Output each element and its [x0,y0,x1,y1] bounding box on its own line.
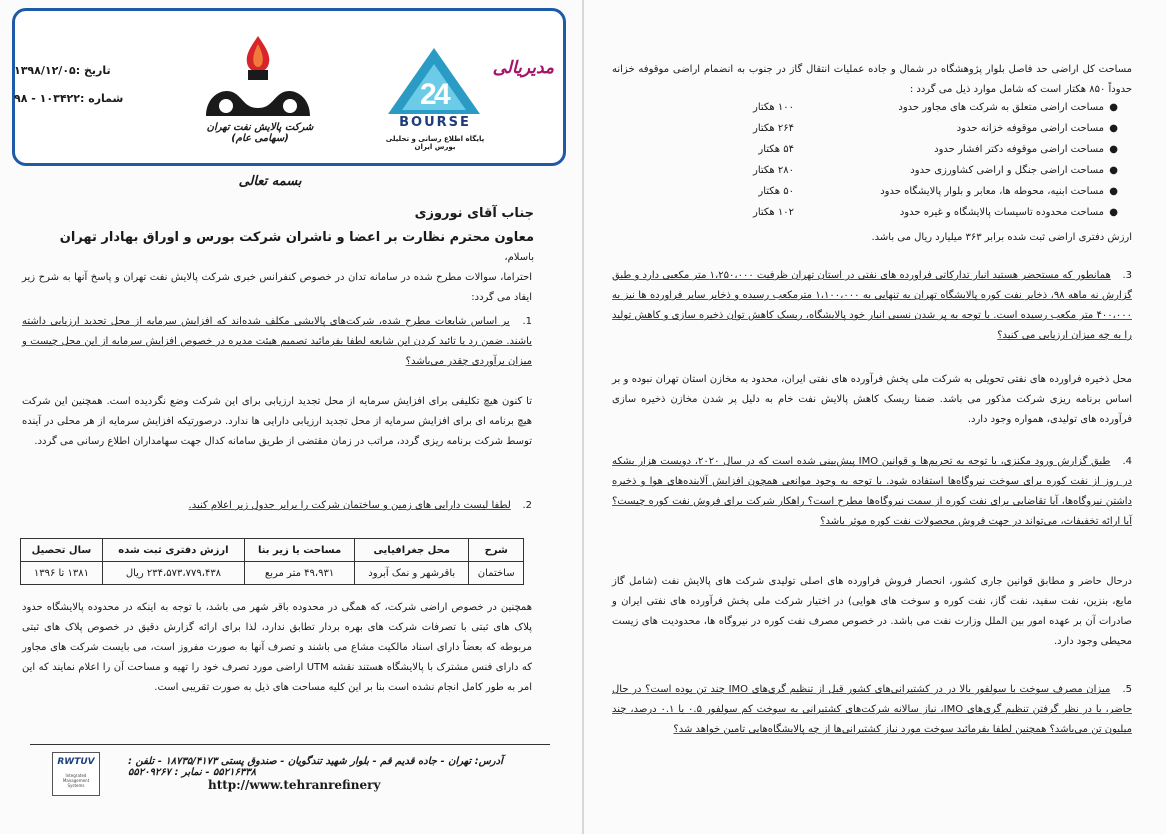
bullet-icon: ● [1109,186,1118,197]
land-item-value: ۲۸۰ هکتار [753,165,794,176]
table-header-row [21,539,524,562]
answer-2: همچنین در خصوص اراضی شرکت، که همگی در محدوده باقر شهر می باشد، با توجه به اینکه در محدوده پالایشگاه حدود پلاک های ثبتی با تصرفات شرکت های بهره بردار تطابق ندارد، لذا برای ارائه گزارش دقیق در خصوص پلاک های ثبتی مربوطه که بعضاً دارای اسناد مالکیت مشاع می باشند و تصرف آنها به صورت مفروز است، می بایست شرکت های مجاور که دارای فنس مشترک با پالایشگاه هستند نقشه UTM اراضی مورد تصرف خود را تهیه و مساحت آن را اعلام نمایند که این امر به طور کامل انجام نشده است بنا بر این کلیه مساحت های ذیل به صورت تقریبی است. [22,602,533,693]
rwtuv-certificate-logo [52,752,100,796]
greeting: باسلام، [504,252,534,263]
land-item-label: مساحت اراضی متعلق به شرکت های مجاور حدود [898,102,1104,113]
list-item [684,144,1118,164]
table-cell: باقرشهر و نمک آبرود [355,562,469,585]
question-5 [612,680,1132,740]
svg-text:4: 4 [434,78,451,111]
column-header: شرح [469,539,524,562]
land-item-label: مساحت اراضی موقوفه خزانه حدود [956,123,1104,134]
question-5-number: 5. [1122,684,1132,695]
question-4 [612,452,1132,532]
column-header: سال تحصیل [21,539,103,562]
question-1-number: 1. [522,316,532,327]
land-intro: مساحت کل اراضی حد فاصل بلوار پژوهشگاه در شمال و جاده عملیات انتقال گاز در جنوب به انضمام اراضی موقوفه خزانه حدوداً ۸۵۰ هکتار است که شامل موارد ذیل می گردد : [612,64,1132,95]
svg-text:2: 2 [420,78,437,111]
recipient-title: معاون محترم نظارت بر اعضا و ناشران شرکت بورس و اوراق بهادار تهران [59,230,534,245]
table-cell: ۱۳۸۱ تا ۱۳۹۶ [21,562,103,585]
land-item-label: مساحت اراضی جنگل و اراضی کشاورزی حدود [910,165,1104,176]
land-item-value: ۱۰۰ هکتار [753,102,794,113]
list-item [684,207,1118,227]
answer-4: درحال حاضر و مطابق قوانین جاری کشور، انحصار فروش فراورده های اصلی تولیدی شرکت های پالایش نفت (شامل گاز مایع، بنزین، نفت سفید، نفت گاز، نفت کوره و سوخت های هوایی) در اختیار شرکت ملی پخش فرآورده های نفتی ایران و صادرات آن بر عهده امور بین الملل وزارت نفت می باشد. در خصوص مصرف نفت کوره در نیروگاه ها، محدودیت های زیست محیطی وجود دارد. [612,576,1132,647]
land-item-value: ۵۰ هکتار [758,186,794,197]
bullet-icon: ● [1109,123,1118,134]
table-cell: ۲۳۴،۵۷۳،۷۷۹،۴۳۸ ریال [102,562,244,585]
land-item-label: مساحت اراضی موقوفه دکتر افشار حدود [934,144,1104,155]
bourse-caption: پایگاه اطلاع رسانی و تحلیلی بورس ایران [385,135,485,151]
question-3-number: 3. [1122,270,1132,281]
bourse-wordmark: BOURSE [399,115,471,130]
question-4-number: 4. [1122,456,1132,467]
table-cell: ۴۹،۹۳۱ متر مربع [245,562,355,585]
question-3-text: همانطور که مستحضر هستید انبار تدارکاتی فراورده های نفتی در استان تهران ظرفیت ۱،۲۵۰،۰۰۰ متر مکعبی دارد و طبق گزارش نه ماهه ۹۸، ذخایر نفت کوره پالایشگاه تهران به تنهایی به ۱،۱۰۰،۰۰۰ مترمکعب رسیده و ذخایر سایر فراورده ها نیز به ۴۰۰،۰۰۰ متر مکعب رسیده است. با توجه به پر شدن نسبی انبار خود پالایشگاه، ریسک کاهش توان ذخیره سازی و کاهش تولید را به چه میزان ارزیابی می کنید؟ [612,270,1133,341]
footer-address: آدرس: تهران - جاده قدیم قم - بلوار شهید تندگویان - صندوق پستی ۱۸۷۳۵/۴۱۷۳ - تلفن : ۵۵۲۱۶۳۳۸ - نمابر : ۵۵۲۰۹۲۶۷ [128,756,503,778]
rwtuv-logo-subtext: Integrated Management Systems [62,773,90,788]
refinery-caption: شرکت پالایش نفت تهران (سهامی عام) [206,122,314,144]
footer-website: http://www.tehranrefinery [208,778,381,792]
rwtuv-logo-text: RWTUV [57,757,95,767]
bismillah: بسمه تعالی [238,174,302,189]
table-row [21,562,524,585]
question-1 [22,312,532,372]
refinery-logo-icon [196,30,320,130]
bullet-icon: ● [1109,207,1118,218]
land-item-value: ۲۶۴ هکتار [753,123,794,134]
footer-divider [30,744,550,745]
column-header: مساحت یا زیر بنا [245,539,355,562]
book-value-note: ارزش دفتری اراضی ثبت شده برابر ۳۶۳ میلیارد ریال می باشد. [871,232,1132,243]
letter-page-2 [584,0,1166,834]
letter-date: تاریخ :۱۳۹۸/۱۲/۰۵ [14,64,111,77]
question-1-text: بر اساس شایعات مطرح شده، شرکت‌های پالایشی مکلف شده‌اند که افزایش سرمایه از محل تجدید ارزیابی داشته باشند. ضمن رد یا تائید کردن این شایعه لطفا بفرمائید تصمیم هیئت مدیره در خصوص افزایش سرمایه از این محل چیست و میزان برآوردی چقدر می‌باشد؟ [22,316,532,367]
land-item-label: مساحت ابنیه، محوطه ها، معابر و بلوار پالایشگاه حدود [880,186,1104,197]
question-3 [612,266,1132,346]
bullet-icon: ● [1109,144,1118,155]
land-item-value: ۵۴ هکتار [758,144,794,155]
letter-number: شماره :۱۰۳۴۲۲ - ۹۸ [14,92,124,105]
land-item-label: مساحت محدوده تاسیسات پالایشگاه و غیره حدود [899,207,1104,218]
asset-table [20,538,524,585]
intro-paragraph: احتراما، سوالات مطرح شده در سامانه تدان در خصوص کنفرانس خبری شرکت پالایش نفت تهران و پاسخ آنها به شرح زیر ایفاد می گردد: [22,272,532,303]
answer-1: تا کنون هیچ تکلیفی برای افزایش سرمایه از محل تجدید ارزیابی برای این شرکت وضع نگردیده است. همچنین این شرکت هیچ برنامه ای برای افزایش سرمایه از محل تجدید ارزیابی دارایی ها ندارد. درصورتیکه افزایش سرمایه از هر محلی در آینده توسط شرکت برنامه ریزی گردد، مراتب در زمان مقتضی از طریق سامانه کدال جهت سهامداران اطلاع رسانی می گردد. [22,396,532,447]
answer-3: محل ذخیره فراورده های نفتی تحویلی به شرکت ملی پخش فرآورده های نفتی ایران، محدود به مخازن استان تهران نبوده و بر اساس برنامه ریزی شرکت مذکور می باشد. ضمنا ریسک کاهش پالایش نفت خام به دلیل پر شدن مخازن ذخیره سازی فرآورده های تولیدی، همواره وجود دارد. [612,374,1132,425]
list-item [684,186,1118,206]
column-header: ارزش دفتری ثبت شده [102,539,244,562]
bullet-icon: ● [1109,102,1118,113]
bullet-icon: ● [1109,165,1118,176]
management-stamp: مدیریالی [492,58,554,78]
letter-page-1 [0,0,582,834]
table-cell: ساختمان [469,562,524,585]
list-item [684,165,1118,185]
question-5-text: میزان مصرف سوخت با سولفور بالا در در کشتیرانی‌های کشور قبل از تنظیم گری‌های IMO چند تن بوده است؟ در حال حاضر، با در نظر گرفتن تنظیم گری‌های IMO، نیاز سالانه شرکت‌های کشتیرانی به سوخت کم سولفور ۰.۵ یا ۰.۱ درصد، چند میلیون تن می‌باشد؟ همچنین لطفا بفرمائید سوخت مورد نیاز کشتیرانی‌ها از چه پالایشگاه‌هایی تامین خواهد شد؟ [612,684,1132,735]
recipient-name: جناب آقای نوروزی [414,206,534,221]
question-2 [22,496,532,516]
question-2-number: 2. [522,500,532,511]
list-item [684,123,1118,143]
list-item [684,102,1118,122]
land-item-value: ۱۰۲ هکتار [753,207,794,218]
question-4-text: طبق گزارش ورود مکنزی، با توجه به تحریم‌ها و قوانین IMO پیش‌بینی شده است که در سال ۲۰۲۰، دویست هزار بشکه در روز از نفت کوره برای سوخت نیروگاه‌ها استفاده شود. با توجه به وجود موانعی همچون افزایش آلاینده‌های هوا و ذخیره داشتن نیروگاه‌ها، آیا تقاضایی برای نفت کوره از سمت نیروگاه‌ها مطرح است؟ راهکار شرکت برای فروش نفت کوره چیست؟ آیا ارائه تخفیفات، می‌تواند در جهت فروش محصولات نفت کوره موثر باشد؟ [612,456,1132,527]
question-2-text: لطفا لیست دارایی های زمین و ساختمان شرکت را برابر جدول زیر اعلام کنید. [188,500,511,511]
column-header: محل جغرافیایی [355,539,469,562]
